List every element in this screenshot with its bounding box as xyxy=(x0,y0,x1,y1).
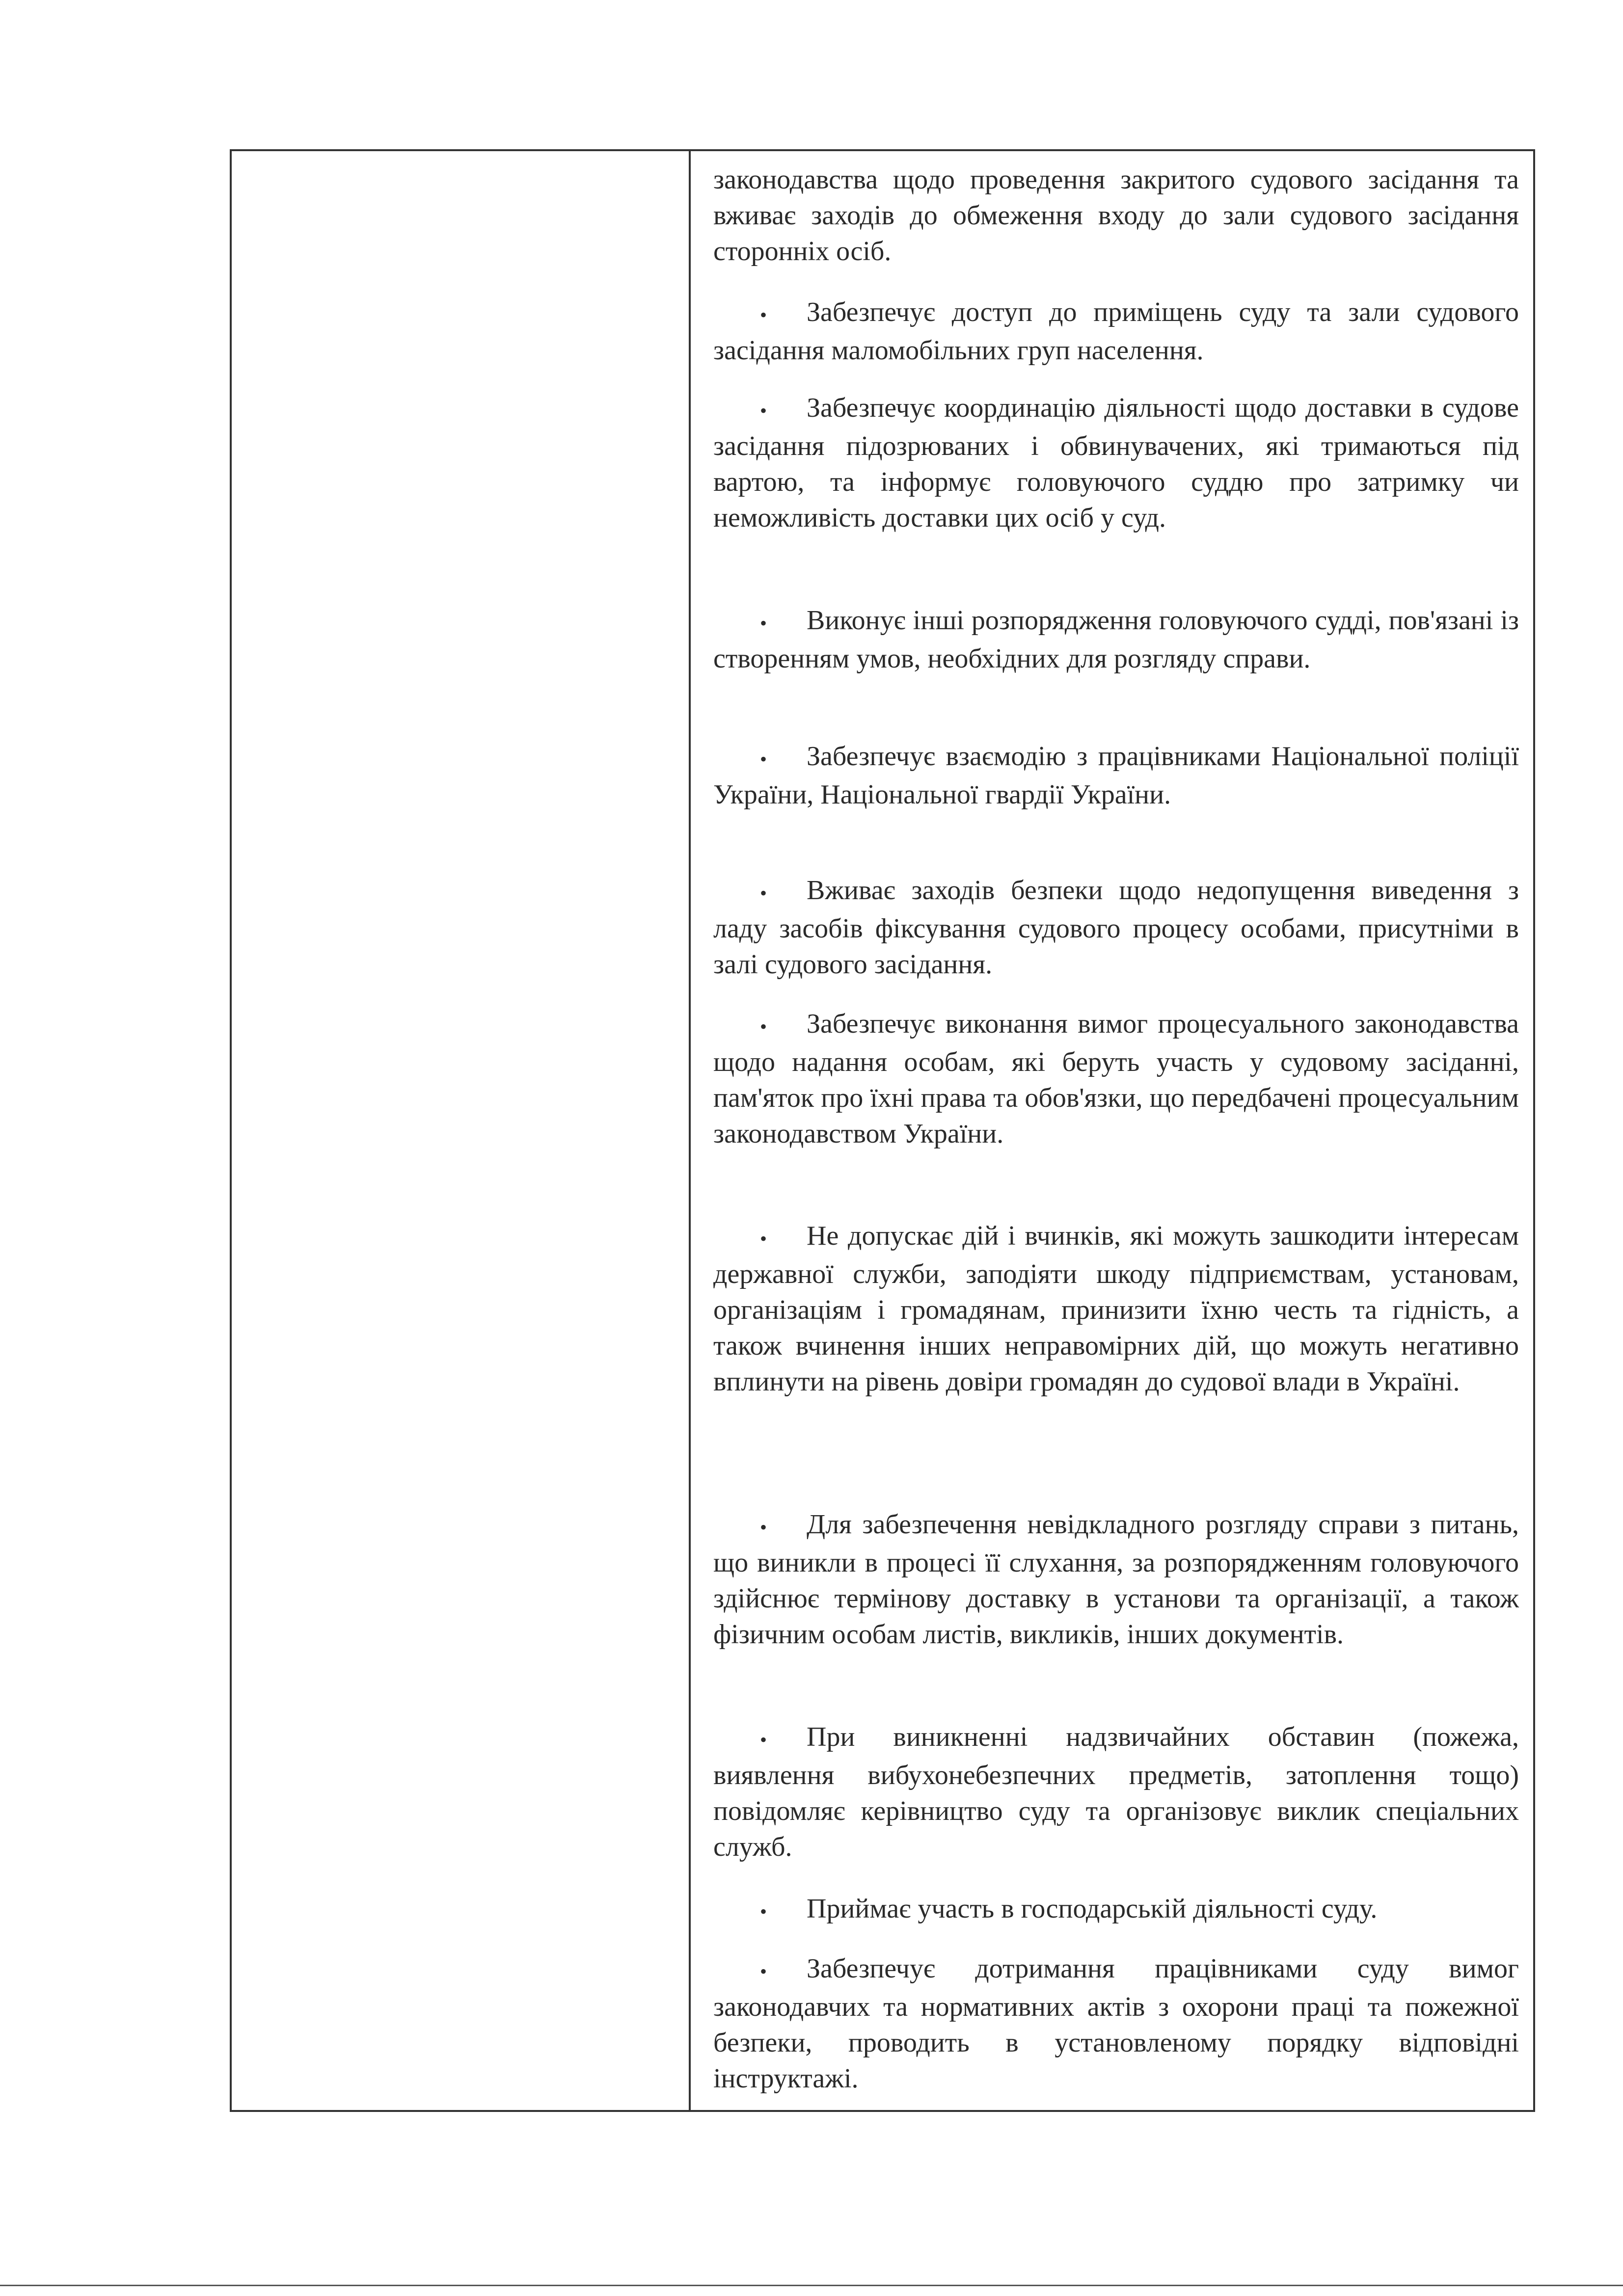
duty-text: Для забезпечення невідкладного розгляду справи з питань, що виникли в процесі її слухання, за розпорядженням головуючого здійснює термінову доставку в установи та організації, а також фізичним особам листів, викликів, інших документів. xyxy=(713,1509,1519,1650)
paragraph-text: законодавства щодо проведення закритого судового засідання та вживає заходів до обмеження входу до зали судового засідання сторонніх осіб. xyxy=(713,164,1519,267)
duty-item xyxy=(713,294,1519,369)
bullet-icon: • xyxy=(760,1900,767,1922)
duty-item xyxy=(713,390,1519,536)
duty-item xyxy=(713,873,1519,983)
duty-text: Виконує інші розпорядження головуючого судді, пов'язані із створенням умов, необхідних для розгляду справи. xyxy=(713,605,1519,674)
paragraph-continuation xyxy=(713,162,1519,269)
bullet-icon: • xyxy=(760,1728,767,1751)
bullet-icon: • xyxy=(760,1015,767,1038)
duty-text: Приймає участь в господарській діяльності суду. xyxy=(807,1894,1378,1924)
duty-text: Забезпечує доступ до приміщень суду та зали судового засідання маломобільних груп населення. xyxy=(713,297,1519,366)
bullet-icon: • xyxy=(760,303,767,326)
bullet-icon: • xyxy=(760,1227,767,1250)
duty-text: Забезпечує взаємодію з працівниками Національної поліції України, Національної гвардії України. xyxy=(713,741,1519,810)
duty-text: При виникненні надзвичайних обставин (пожежа, виявлення вибухонебезпечних предметів, затоплення тощо) повідомляє керівництво суду та організовує виклик спеціальних служб. xyxy=(713,1722,1519,1862)
bullet-icon: • xyxy=(760,748,767,770)
bullet-icon: • xyxy=(760,1960,767,1982)
duty-text: Забезпечує координацію діяльності щодо доставки в судове засідання підозрюваних і обвинувачених, які тримаються під вартою, та інформує головуючого суддю про затримку чи неможливість доставки цих осіб у суд. xyxy=(713,393,1519,533)
bullet-icon: • xyxy=(760,612,767,634)
duty-item xyxy=(713,1006,1519,1152)
bullet-icon: • xyxy=(760,881,767,904)
table-column-divider xyxy=(689,149,691,2112)
duty-item xyxy=(713,1891,1519,1929)
duty-text: Не допускає дій і вчинків, які можуть зашкодити інтересам державної служби, заподіяти шкоду підприємствам, установам, організаціям і громадянам, принизити їхню честь та гідність, а також вчинення інших неправомірних дій, що можуть негативно вплинути на рівень довіри громадян до судової влади в Україні. xyxy=(713,1221,1519,1397)
duty-item xyxy=(713,1719,1519,1865)
bullet-icon: • xyxy=(760,399,767,422)
duty-item xyxy=(713,739,1519,813)
duty-item xyxy=(713,1507,1519,1653)
duty-text: Забезпечує виконання вимог процесуального законодавства щодо надання особам, які беруть участь у судовому засіданні, пам'яток про їхні права та обов'язки, що передбачені процесуальним законодавством України. xyxy=(713,1009,1519,1149)
duty-item xyxy=(713,1951,1519,2097)
duty-text: Забезпечує дотримання працівниками суду вимог законодавчих та нормативних актів з охорони праці та пожежної безпеки, проводить в установленому порядку відповідні інструктажі. xyxy=(713,1953,1519,2094)
page-bottom-line xyxy=(0,2285,1623,2286)
duty-item xyxy=(713,1218,1519,1400)
bullet-icon: • xyxy=(760,1516,767,1538)
duty-item xyxy=(713,603,1519,677)
duty-text: Вживає заходів безпеки щодо недопущення виведення з ладу засобів фіксування судового процесу особами, присутніми в залі судового засідання. xyxy=(713,875,1519,980)
